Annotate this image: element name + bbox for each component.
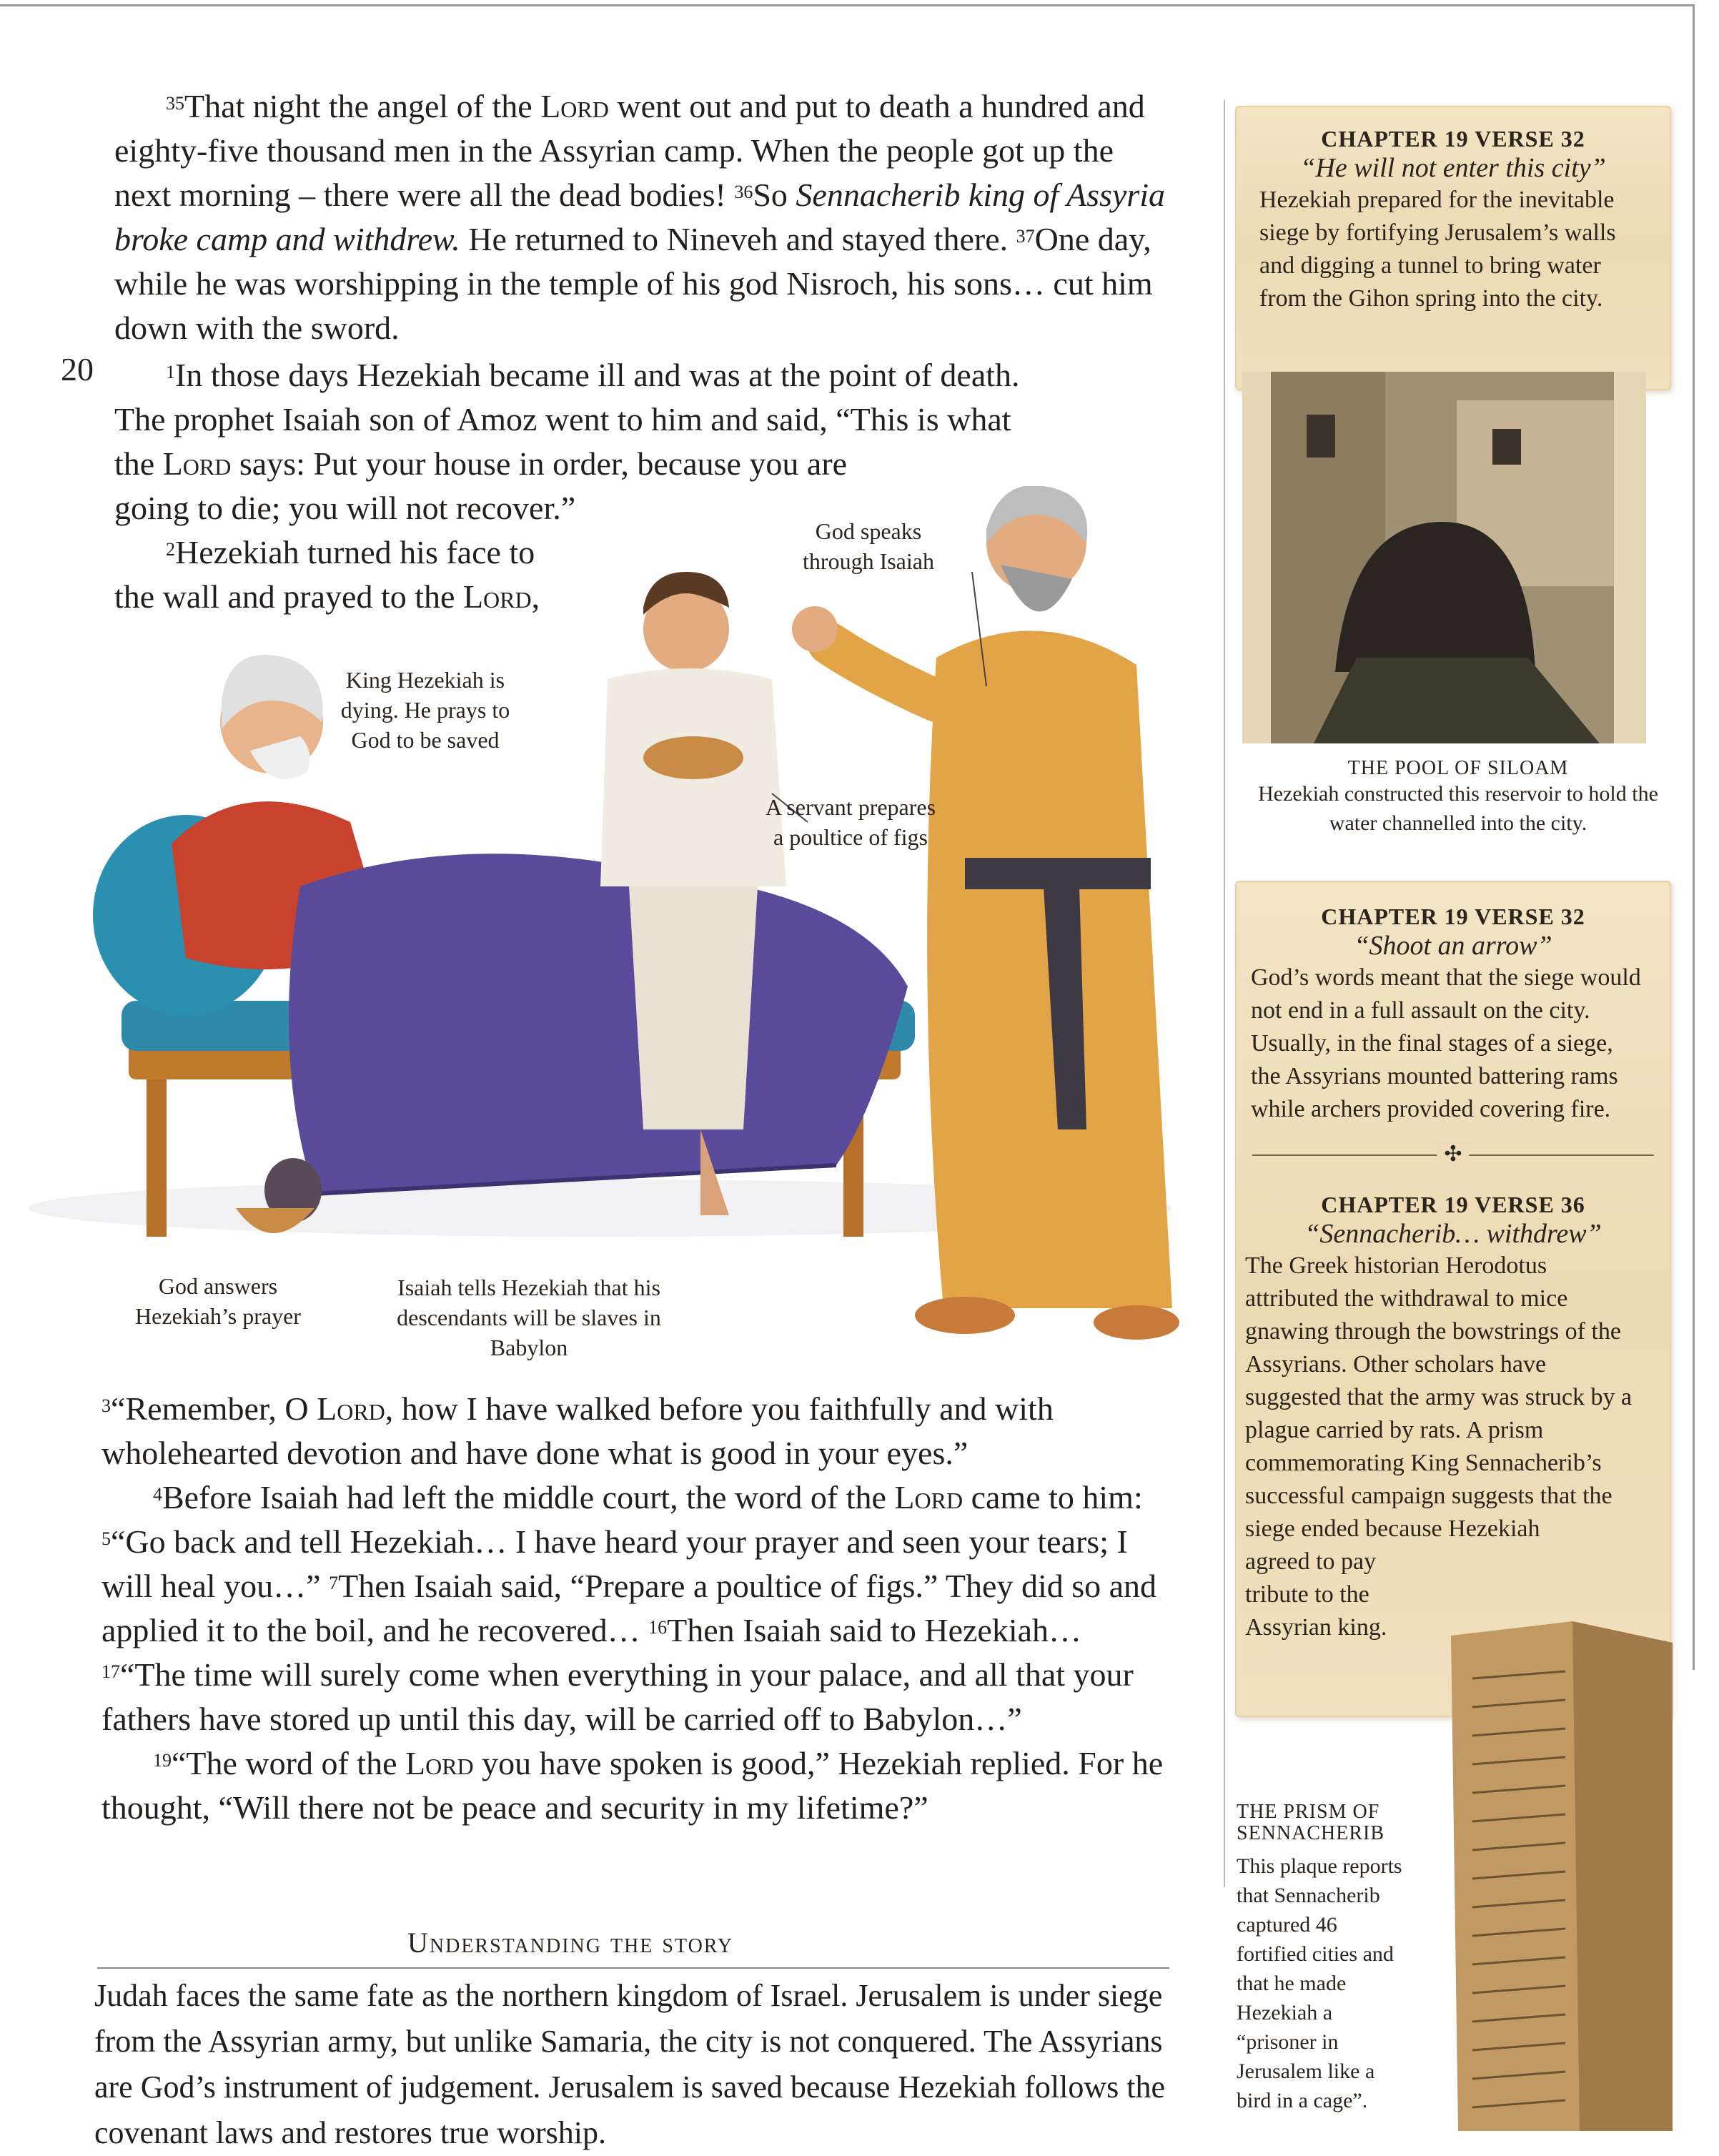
lord-smallcaps: Lord bbox=[462, 578, 532, 615]
box-quote: “Sennacherib… withdrew” bbox=[1304, 1219, 1602, 1249]
box-heading: CHAPTER 19 VERSE 36 bbox=[1321, 1192, 1585, 1217]
understanding-rule bbox=[97, 1967, 1169, 1969]
lord-smallcaps: Lord bbox=[317, 1390, 385, 1427]
text: the bbox=[114, 445, 163, 482]
box-heading: CHAPTER 19 VERSE 32 bbox=[1321, 126, 1585, 152]
text: In those days Hezekiah became ill and was at the point of death. bbox=[175, 357, 1020, 393]
lord-smallcaps: Lord bbox=[894, 1479, 963, 1515]
text: Hezekiah turned his face to bbox=[175, 534, 535, 570]
verse-19 bbox=[101, 1741, 1174, 1830]
text: That night the angel of the bbox=[184, 88, 541, 124]
text: He returned to Nineveh and stayed there. bbox=[460, 221, 1016, 257]
text: Before Isaiah had left the middle court, the word of the bbox=[162, 1479, 895, 1515]
verse-3 bbox=[101, 1387, 1174, 1475]
text: “Remember, O bbox=[111, 1390, 317, 1427]
text: “The time will surely come when everything in your palace, and all that your fathers have stored up until this day, will be carried off to Babylon…” bbox=[101, 1656, 1134, 1737]
lord-smallcaps: Lord bbox=[540, 88, 609, 124]
lord-smallcaps: Lord bbox=[162, 445, 232, 482]
text: , bbox=[531, 578, 540, 615]
label-god-speaks: God speaks through Isaiah bbox=[803, 518, 934, 574]
label-isaiah-tells: Isaiah tells Hezekiah that his descendants will be slaves in Babylon bbox=[397, 1275, 661, 1360]
scripture-block-top bbox=[114, 84, 1165, 350]
text: “The word of the bbox=[172, 1745, 405, 1781]
text: the wall and prayed to the bbox=[114, 578, 463, 615]
verse-number: 17 bbox=[101, 1661, 120, 1682]
verse-1-line4: going to die; you will not recover.” bbox=[114, 490, 576, 526]
verse-number: 36 bbox=[734, 182, 753, 202]
box-quote: “He will not enter this city” bbox=[1300, 153, 1606, 183]
sidebar-left-rule bbox=[1224, 100, 1225, 1887]
label-god-answers: God answers Hezekiah’s prayer bbox=[135, 1273, 301, 1329]
pool-of-siloam-image bbox=[1242, 372, 1646, 743]
text: went out and put to death a hundred and eighty-five thousand men in the Assyrian camp. When the people got up the next morning – there were all the dead bodies! bbox=[114, 88, 1145, 213]
verse-35-37 bbox=[114, 84, 1165, 350]
understanding-title: Understanding the story bbox=[407, 1927, 734, 1959]
verse-number: 35 bbox=[166, 93, 184, 114]
verse-number: 2 bbox=[166, 539, 175, 560]
verse-number: 1 bbox=[166, 362, 175, 382]
verse-number: 37 bbox=[1016, 226, 1035, 247]
label-king-dying: King Hezekiah is dying. He prays to God to be saved bbox=[340, 667, 510, 753]
verse-1-line2: The prophet Isaiah son of Amoz went to him and said, “This is what bbox=[114, 401, 1011, 437]
verse-number: 16 bbox=[648, 1617, 668, 1638]
text: , how I have walked before you faithfully and with wholehearted devotion and have done what is good in your eyes.” bbox=[101, 1390, 1054, 1471]
top-rule bbox=[0, 4, 1694, 6]
text: says: Put your house in order, because you are bbox=[231, 445, 848, 482]
scripture-block-lower bbox=[101, 1387, 1174, 1830]
box-body: God’s words meant that the siege would not end in a full assault on the city. Usually, in the final stages of a siege, the Assyrians mounted battering rams while archers provided covering fire. bbox=[1251, 964, 1641, 1122]
prism-caption: This plaque reports that Sennacherib captured 46 fortified cities and that he made Hezekiah a “prisoner in Jerusalem like a bird in a cage”. bbox=[1237, 1854, 1402, 2112]
text: “Go back and tell Hezekiah… I have heard your prayer and seen your tears; I will heal you…” bbox=[101, 1523, 1128, 1604]
verse-number: 7 bbox=[329, 1573, 339, 1593]
italic-text: Sennacherib king of Assyria broke camp and withdrew. bbox=[114, 177, 1165, 257]
pool-caption: Hezekiah constructed this reservoir to hold the water channelled into the city. bbox=[1258, 782, 1658, 835]
divider-ornament-icon: ✣ bbox=[1437, 1142, 1469, 1167]
sidebar-box-2 bbox=[1235, 881, 1671, 1717]
label-servant: A servant prepares a poultice of figs bbox=[765, 794, 936, 850]
box-body: The Greek historian Herodotus attributed the withdrawal to mice gnawing through the bowstrings of the Assyrians. Other scholars have suggested that the army was struck by a plague carried by rats. A prism commemorating King Sennacherib’s successful campaign suggests that the siege ended because Hezekiah bbox=[1245, 1252, 1633, 1542]
text: came to him: bbox=[963, 1479, 1143, 1515]
text: Then Isaiah said, “Prepare a poultice of figs.” They did so and applied it to the boil, and he recovered… bbox=[101, 1568, 1157, 1648]
verse-number: 4 bbox=[153, 1484, 162, 1505]
text: One day, while he was worshipping in the temple of his god Nisroch, his sons… cut him down with the sword. bbox=[114, 221, 1153, 346]
prism-of-sennacherib-image bbox=[1437, 1621, 1694, 2131]
verse-number: 3 bbox=[101, 1395, 111, 1416]
prism-title: THE PRISM OF SENNACHERIB bbox=[1237, 1801, 1385, 1844]
verse-number: 5 bbox=[101, 1528, 111, 1549]
understanding-body: Judah faces the same fate as the northern kingdom of Israel. Jerusalem is under siege from the Assyrian army, but unlike Samaria, the city is not conquered. The Assyrians are God’s instrument of judgement. Jerusalem is saved because Hezekiah follows the covenant laws and restores true worship. bbox=[94, 1978, 1165, 2150]
box-quote: “Shoot an arrow” bbox=[1354, 931, 1552, 961]
king-hezekiah-figure bbox=[172, 655, 908, 1194]
verse-4-17 bbox=[101, 1475, 1174, 1741]
box-body: Hezekiah prepared for the inevitable siege by fortifying Jerusalem’s walls and digging a tunnel to bring water from the Gihon spring into the city. bbox=[1259, 187, 1616, 312]
chapter-number: 20 bbox=[61, 351, 94, 387]
box-divider bbox=[1252, 1144, 1654, 1166]
text: So bbox=[753, 177, 796, 213]
text: you have spoken is good,” Hezekiah replied. For he thought, “Will there not be peace and security in my lifetime?” bbox=[101, 1745, 1164, 1826]
verse-1-line1 bbox=[166, 353, 1020, 397]
sidebar-box-1 bbox=[1235, 106, 1671, 390]
box-body-narrow: agreed to pay tribute to the Assyrian king. bbox=[1245, 1548, 1387, 1641]
verse-1-line3 bbox=[114, 442, 847, 486]
text: Then Isaiah said to Hezekiah… bbox=[667, 1612, 1082, 1648]
verse-number: 19 bbox=[153, 1750, 172, 1771]
lord-smallcaps: Lord bbox=[405, 1745, 474, 1781]
hezekiah-illustration bbox=[14, 486, 1187, 1373]
right-frame-rule bbox=[1693, 4, 1695, 1670]
pool-title: THE POOL OF SILOAM bbox=[1347, 757, 1569, 779]
box-heading: CHAPTER 19 VERSE 32 bbox=[1321, 904, 1585, 929]
